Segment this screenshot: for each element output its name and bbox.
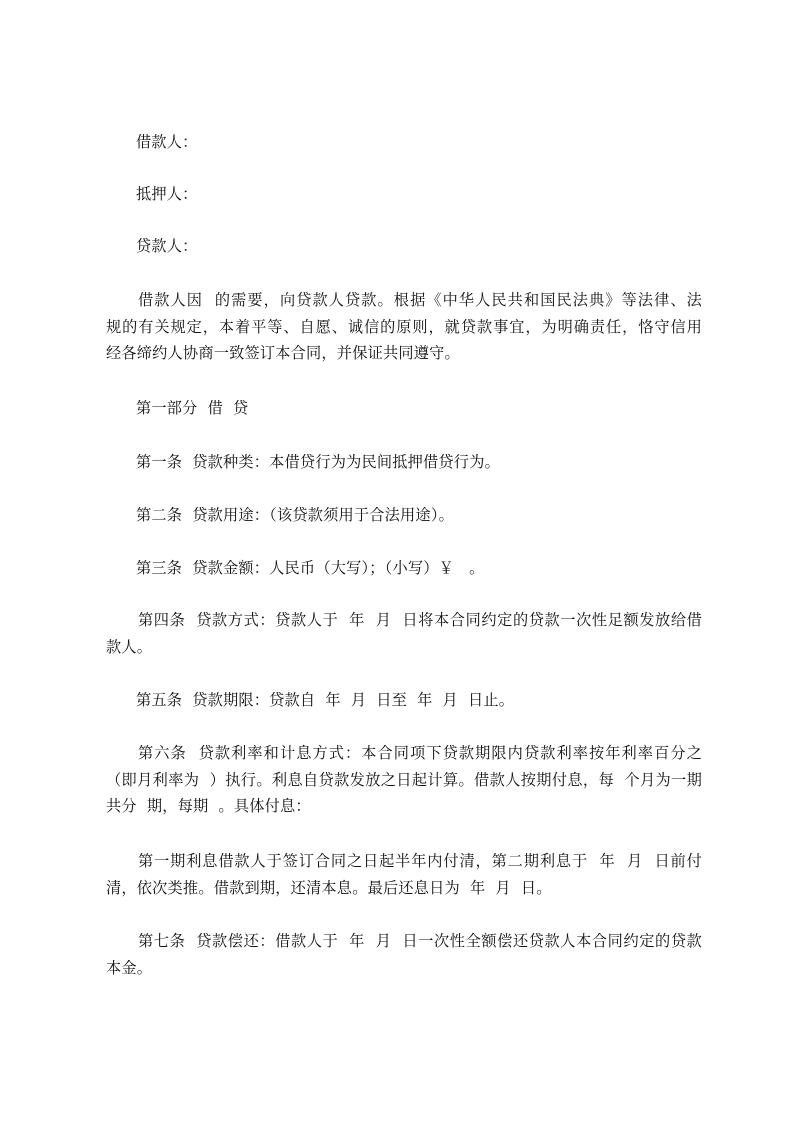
intro-line: 借款人因 的需要，向贷款人贷款。根据《中华人民共和国民法典》等法律、法 — [138, 291, 702, 309]
article-3-line: 第三条 贷款金额：人民币（大写）；（小写）￥ 。 — [136, 559, 485, 577]
intro-paragraph — [106, 287, 702, 367]
article-4-line: 款人。 — [106, 637, 153, 656]
mortgagor-label — [106, 181, 732, 208]
interest-schedule-line: 清，依次类推。借款到期，还清本息。最后还息日为 年 月 日。 — [106, 878, 552, 897]
article-6-line: （即月利率为 ）执行。利息自贷款发放之日起计算。借款人按期付息，每 个月为一期 — [106, 770, 702, 789]
article-7 — [106, 928, 702, 981]
article-6 — [106, 740, 702, 820]
article-1 — [106, 449, 732, 476]
borrower-line: 借款人： — [136, 133, 198, 151]
article-1-line: 第一条 贷款种类：本借贷行为为民间抵押借贷行为。 — [136, 453, 500, 471]
borrower-label — [106, 129, 732, 156]
article-2 — [106, 502, 732, 529]
article-7-line: 第七条 贷款偿还：借款人于 年 月 日一次性全额偿还贷款人本合同约定的贷款 — [138, 932, 702, 950]
article-5-line: 第五条 贷款期限：贷款自 年 月 日至 年 月 日止。 — [136, 691, 515, 709]
interest-schedule-line: 第一期利息借款人于签订合同之日起半年内付清，第二期利息于 年 月 日前付 — [138, 852, 702, 870]
part1-title — [106, 395, 732, 422]
lender-line: 贷款人： — [136, 237, 198, 255]
lender-label — [106, 233, 732, 260]
mortgagor-line: 抵押人： — [136, 185, 198, 203]
article-5 — [106, 687, 732, 714]
article-3 — [106, 555, 732, 582]
article-2-line: 第二条 贷款用途：（该贷款须用于合法用途）。 — [136, 506, 454, 524]
article-4-line: 第四条 贷款方式：贷款人于 年 月 日将本合同约定的贷款一次性足额发放给借 — [138, 611, 702, 629]
interest-schedule — [106, 848, 702, 901]
intro-line: 规的有关规定，本着平等、自愿、诚信的原则，就贷款事宜，为明确责任，恪守信用 — [106, 317, 702, 336]
article-4 — [106, 607, 702, 660]
article-6-line: 第六条 贷款利率和计息方式：本合同项下贷款期限内贷款利率按年利率百分之 — [138, 744, 702, 762]
intro-line: 经各缔约人协商一致签订本合同，并保证共同遵守。 — [106, 344, 460, 362]
article-7-line: 本金。 — [106, 958, 153, 977]
part1-title-line: 第一部分 借 贷 — [136, 399, 249, 417]
article-6-line: 共分 期，每期 。具体付息： — [106, 797, 311, 815]
